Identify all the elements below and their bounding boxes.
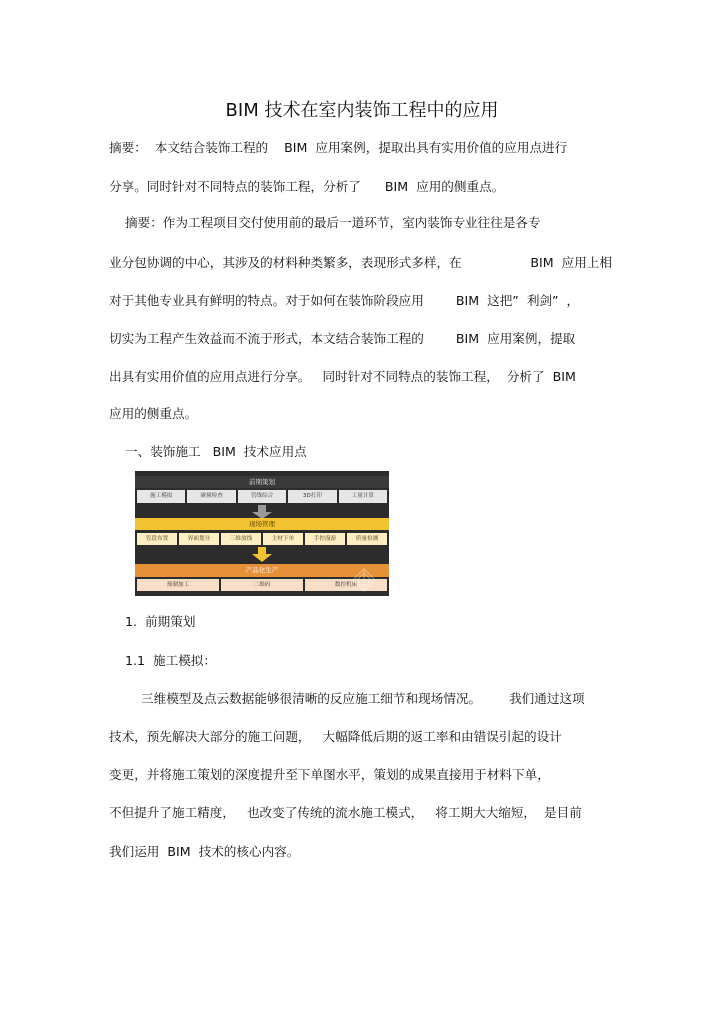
diagram-bar-production: 产品化生产 xyxy=(135,564,389,577)
diagram-item: 管线综合 xyxy=(238,490,286,503)
diagram-item: 主材下单 xyxy=(263,533,303,545)
diagram-item: 二维码 xyxy=(221,579,303,591)
diagram-item: 3D打印 xyxy=(288,490,336,503)
abstract-line-6: 应用的侧重点。 xyxy=(109,406,198,421)
diagram-bar-planning: 前期策划 xyxy=(135,476,389,488)
diagram-item: 碰撞检查 xyxy=(187,490,235,503)
watermark-icon xyxy=(351,567,377,593)
abstract-line-5: 出具有实用价值的应用点进行分享。 同时针对不同特点的装饰工程， 分析了 BIM xyxy=(109,369,576,384)
page-title: BIM 技术在室内装饰工程中的应用 xyxy=(225,100,499,121)
abstract-line-1: 摘要：作为工程项目交付使用前的最后一道环节，室内装饰专业往往是各专 xyxy=(109,215,541,230)
diagram-item: 三维放线 xyxy=(221,533,261,545)
diagram-bar-site-management: 现场管理 xyxy=(135,518,389,530)
body-line-5: 我们运用 BIM 技术的核心内容。 xyxy=(109,844,300,859)
diagram-item: 预制加工 xyxy=(137,579,219,591)
diagram-item: 管段布置 xyxy=(137,533,177,545)
diagram-item: 施工模拟 xyxy=(137,490,185,503)
section-heading: 一、装饰施工 BIM 技术应用点 xyxy=(109,444,307,459)
diagram-row-production xyxy=(137,579,387,591)
abstract-line-3: 对于其他专业具有鲜明的特点。对于如何在装饰阶段应用 BIM 这把” 利剑” ， xyxy=(109,293,580,308)
bim-application-diagram xyxy=(135,471,389,596)
diagram-item: 数控机床 xyxy=(305,579,387,591)
abstract-line-2: 业分包协调的中心，其涉及的材料种类繁多，表现形式多样，在 xyxy=(109,255,462,270)
abstract-line-4: 切实为工程产生效益而不流于形式，本文结合装饰工程的 BIM 应用案例，提取 xyxy=(109,331,576,346)
diagram-row-planning xyxy=(137,490,387,503)
sub-heading-simulation: 1.1 施工模拟： xyxy=(109,653,217,668)
body-line-1: 三维模型及点云数据能够很清晰的反应施工细节和现场情况。 我们通过这项 xyxy=(109,691,585,706)
diagram-item: 手控漫游 xyxy=(305,533,345,545)
summary-line-1: 摘要： 本文结合装饰工程的 BIM 应用案例，提取出具有实用价值的应用点进行 xyxy=(109,140,568,155)
body-line-2: 技术，预先解决大部分的施工问题， 大幅降低后期的返工率和由错误引起的设计 xyxy=(109,729,562,744)
summary-line-2: 分享。同时针对不同特点的装饰工程，分析了 BIM 应用的侧重点。 xyxy=(109,179,505,194)
diagram-item: 界面划分 xyxy=(179,533,219,545)
abstract-line-2-end: BIM 应用上相 xyxy=(530,255,612,270)
diagram-item: 质量检测 xyxy=(347,533,387,545)
diagram-row-site-management xyxy=(137,533,387,545)
body-line-4: 不但提升了施工精度， 也改变了传统的流水施工模式， 将工期大大缩短， 是目前 xyxy=(109,805,582,820)
diagram-item: 工量计算 xyxy=(339,490,387,503)
body-line-3: 变更，并将施工策划的深度提升至下单图水平，策划的成果直接用于材料下单， xyxy=(109,767,550,782)
sub-heading-planning: 1. 前期策划 xyxy=(109,614,196,629)
